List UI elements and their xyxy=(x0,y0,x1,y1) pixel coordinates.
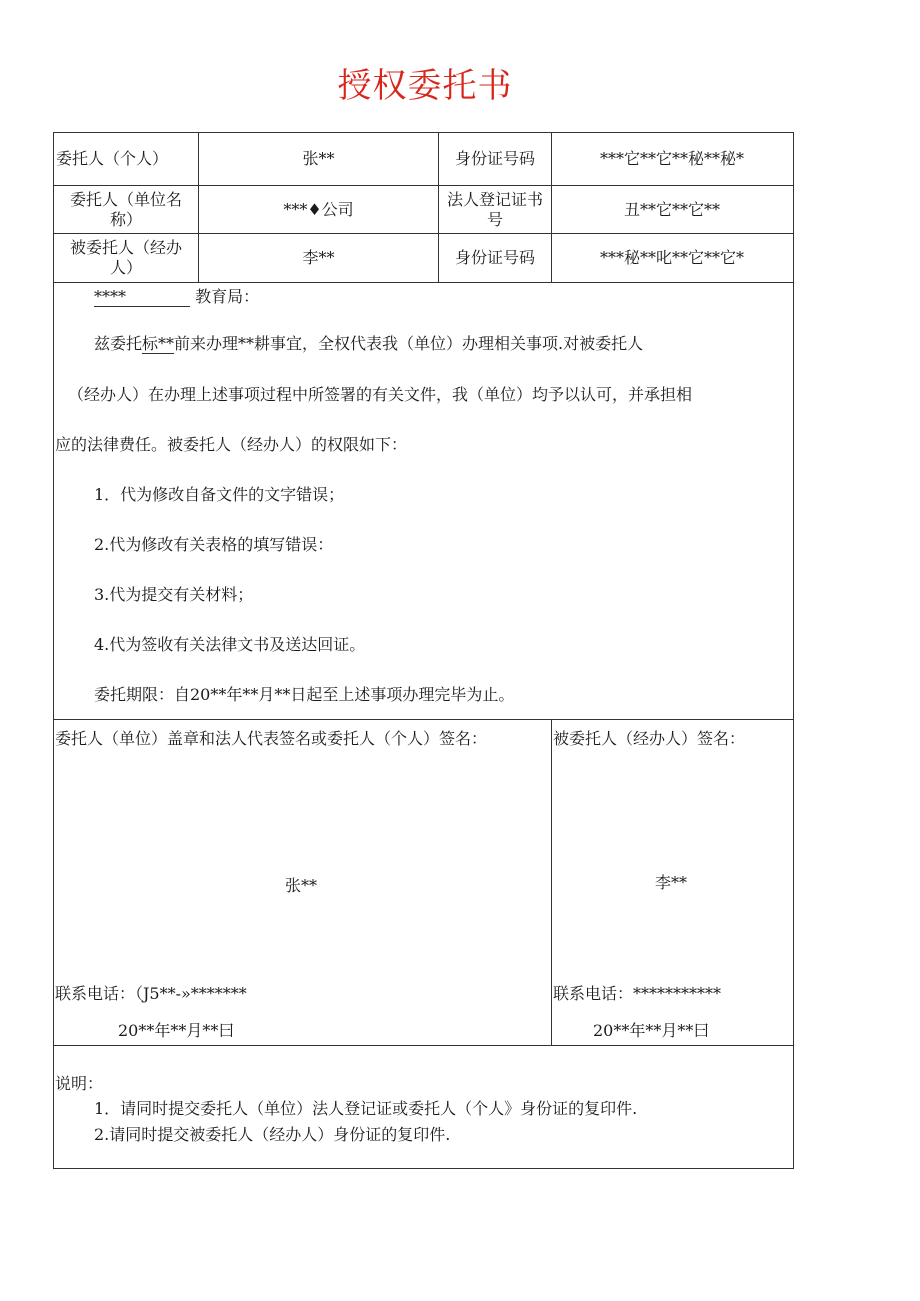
paragraph-3: 应的法律费任。被委托人（经办人）的权限如下： xyxy=(55,435,408,454)
principal-date: 20**年**月**曰 xyxy=(118,1021,235,1040)
agent-label-line2: 人） xyxy=(109,258,142,277)
principal-signature-heading: 委托人（单位）盖章和法人代表签名或委托人（个人）签名： xyxy=(55,729,488,748)
authorization-form xyxy=(53,132,794,1169)
id-number-value: ***它**它**秘**秘* xyxy=(599,149,744,168)
principal-phone: 联系电话：（J5**-»******* xyxy=(55,984,247,1003)
row-divider xyxy=(54,282,793,283)
agent-id-value: ***秘**叱**它**它* xyxy=(599,248,744,267)
addressee-underline xyxy=(126,292,190,307)
principal-entity-label xyxy=(56,186,196,233)
paragraph-1-rest: 前来办理**耕事宜，全权代表我（单位）办理相关事项.对被委托人 xyxy=(174,334,644,353)
addressee-suffix: 教育局： xyxy=(195,287,260,306)
agent-date: 20**年**月**曰 xyxy=(593,1021,710,1040)
paragraph-1-start: 兹委托 xyxy=(94,334,143,353)
agent-signature: 李** xyxy=(655,873,688,892)
addressee-blank: **** xyxy=(94,287,126,306)
principal-individual-value: 张** xyxy=(302,149,335,168)
id-number-label: 身份证号码 xyxy=(454,149,535,168)
principal-signature: 张** xyxy=(285,876,318,895)
section-divider xyxy=(54,719,793,720)
agent-label xyxy=(56,234,196,282)
legal-registration-value: 丑**它**它** xyxy=(623,199,720,219)
authorization-term: 委托期限：自20**年**月**日起至上述事项办理完毕为止。 xyxy=(94,685,515,704)
principal-entity-label-line1: 委托人（单位名 xyxy=(69,189,182,209)
note-item-1: 1．请同时提交委托人（单位）法人登记证或委托人（个人》身份证的复印件. xyxy=(94,1099,638,1118)
signature-column-divider xyxy=(551,719,552,1045)
notes-heading: 说明： xyxy=(55,1074,104,1093)
document-title: 授权委托书 xyxy=(337,66,513,106)
permission-item-4: 4.代为签收有关法律文书及送达回证。 xyxy=(94,635,366,654)
notes-divider xyxy=(54,1045,793,1046)
paragraph-2: （经办人）在办理上述事项过程中所签署的有关文件，我（单位）均予以认可，并承担相 xyxy=(68,385,693,404)
permission-item-1: 1．代为修改自备文件的文字错误； xyxy=(94,485,345,504)
permission-item-2: 2.代为修改有关表格的填写错误： xyxy=(94,535,334,554)
paragraph-1-mark: 标** xyxy=(142,334,175,353)
note-item-2: 2.请同时提交被委托人（经办人）身份证的复印件. xyxy=(94,1125,451,1144)
principal-entity-value: ***♦公司 xyxy=(283,199,354,219)
legal-registration-label-line2: 号 xyxy=(486,209,503,229)
agent-id-label: 身份证号码 xyxy=(454,248,535,267)
agent-value: 李** xyxy=(302,248,335,267)
agent-label-line1: 被委托人（经办 xyxy=(69,238,182,257)
permission-item-3: 3.代为提交有关材料； xyxy=(94,585,254,604)
principal-entity-label-line2: 称） xyxy=(109,209,142,229)
addressee-line xyxy=(94,287,259,307)
legal-registration-label xyxy=(439,186,551,233)
principal-individual-label: 委托人（个人） xyxy=(56,149,169,168)
paragraph-1 xyxy=(94,334,643,354)
agent-signature-heading: 被委托人（经办人）签名： xyxy=(553,729,746,748)
agent-phone: 联系电话：*********** xyxy=(553,984,722,1003)
legal-registration-label-line1: 法人登记证书 xyxy=(446,189,543,209)
